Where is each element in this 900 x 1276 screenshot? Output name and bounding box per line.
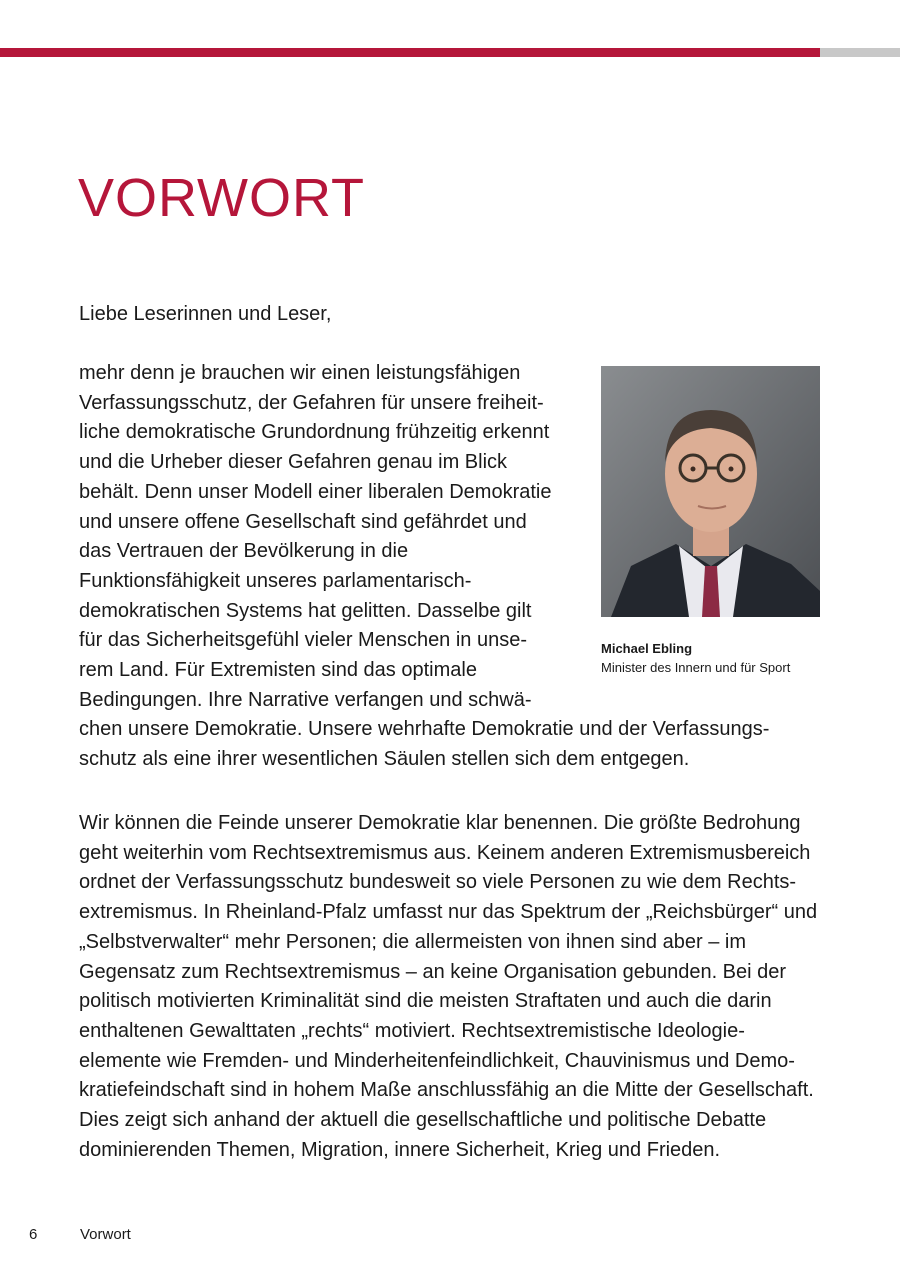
footer-section-label: Vorwort <box>80 1226 131 1243</box>
paragraph-2: Wir können die Feinde unserer Demokratie klar benennen. Die größte Bedrohung geht weiterhin vom Rechtsextremismus aus. Keinem anderen Extremismusbereich ordnet der Verfassungsschutz bundesweit so viele Personen zu wie dem Rechts-extremismus. In Rheinland-Pfalz umfasst nur das Spektrum der „Reichsbürger“ und „Selbstverwalter“ mehr Personen; die allermeisten von ihnen sind aber – im Gegensatz zum Rechtsextremismus – an keine Organisation gebunden. Bei der politisch motivierten Kriminalität sind die meisten Straftaten und auch die darin enthaltenen Gewalttaten „rechts“ motiviert. Rechtsextremistische Ideologie-elemente wie Fremden- und Minderheitenfeindlichkeit, Chauvinismus und Demo-kratiefeindschaft sind in hohem Maße anschlussfähig an die Mitte der Gesellschaft. Dies zeigt sich anhand der aktuell die gesellschaftliche und politische Debatte dominierenden Themen, Migration, innere Sicherheit, Krieg und Frieden. <box>79 812 818 1161</box>
paragraph-1-text: mehr denn je brauchen wir einen leistungsfähigen Verfassungsschutz, der Gefahren für unsere freiheit-liche demokratische Grundordnung frühzeitig erkennt und die Urheber dieser Gefahren genau im Blick behält. Denn unser Modell einer liberalen Demokratie und unsere offene Gesellschaft sind gefährdet und das Vertrauen der Bevölkerung in die Funktionsfähigkeit unseres parlamentarisch-demokratischen Systems hat gelitten. Dasselbe gilt für das Sicherheitsgefühl vieler Menschen in unse-rem Land. Für Extremisten sind das optimale Bedingungen. Ihre Narrative verfangen und schwä-chen unsere Demokratie. Unsere wehrhafte Demokratie und der Verfassungs-schutz als eine ihrer wesentlichen Säulen stellen sich dem entgegen. <box>79 362 770 771</box>
portrait-caption-role: Minister des Innern und für Sport <box>601 660 791 675</box>
portrait-caption-name: Michael Ebling <box>601 641 693 656</box>
header-grey-bar <box>820 48 900 57</box>
salutation: Liebe Leserinnen und Leser, <box>79 303 332 325</box>
portrait-illustration <box>601 366 820 617</box>
portrait-photo <box>601 366 820 617</box>
header-accent-bar <box>0 48 820 57</box>
page-title: VORWORT <box>78 168 366 228</box>
page-number: 6 <box>29 1226 38 1243</box>
